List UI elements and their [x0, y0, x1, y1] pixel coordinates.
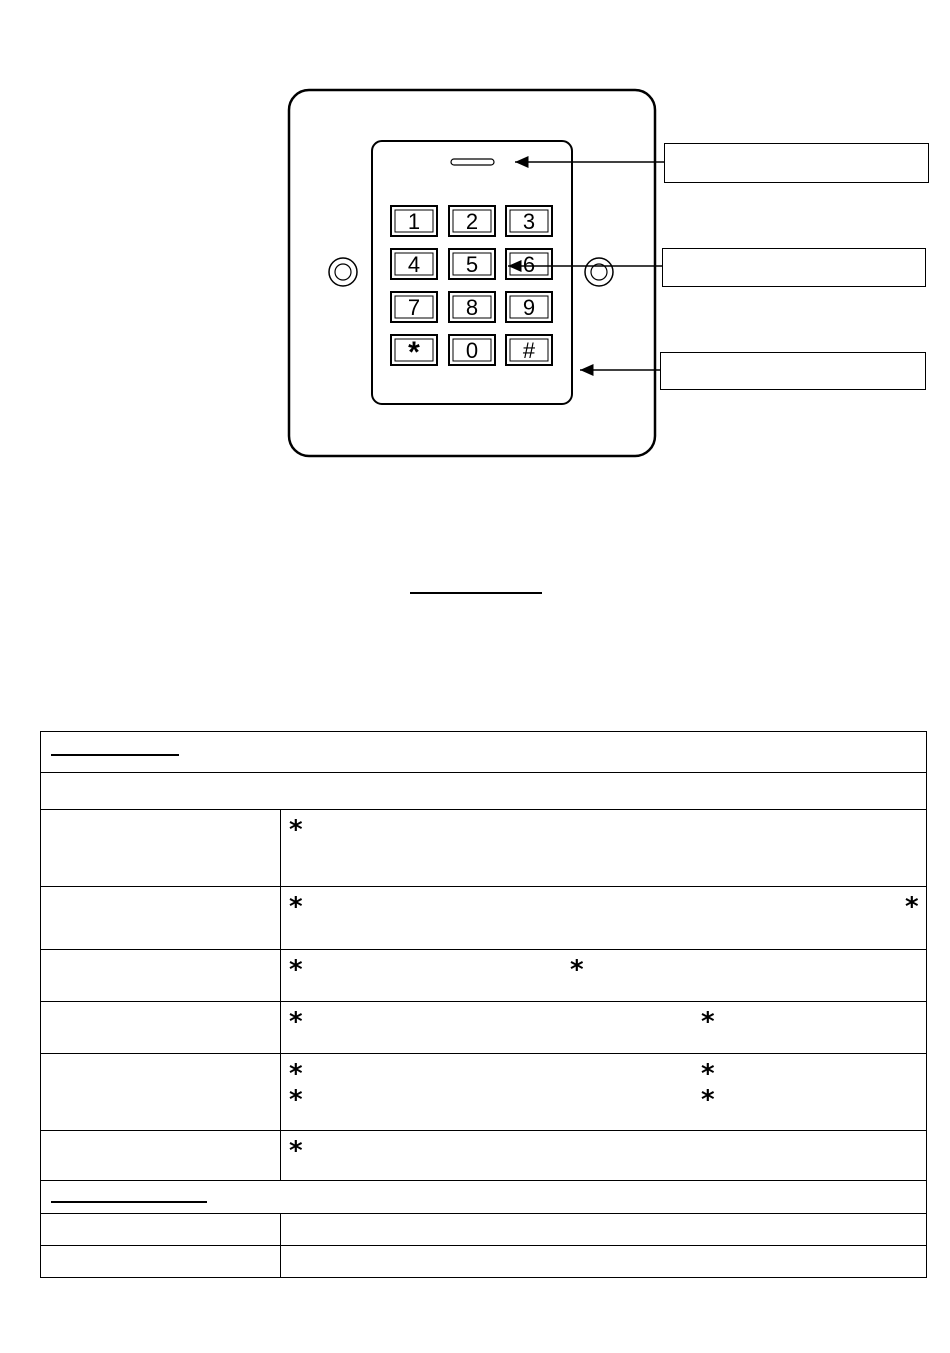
keypad-key-label: 1	[407, 209, 421, 234]
keypad-device-diagram	[0, 0, 950, 470]
table-row	[41, 810, 926, 887]
keypad-key-label: 5	[465, 252, 479, 277]
table-row	[41, 1002, 926, 1054]
callout-label-keypad	[662, 248, 926, 287]
keypad-key-label: 2	[465, 209, 479, 234]
table-cell-label	[41, 1054, 281, 1130]
table-row	[41, 1214, 926, 1246]
keypad-key-label: 9	[522, 295, 536, 320]
table-cell-value	[281, 1131, 926, 1180]
table-cell-label	[41, 950, 281, 1001]
table-header-row	[41, 732, 926, 773]
led-indicator	[451, 159, 494, 165]
keypad-key-label: 4	[407, 252, 421, 277]
keypad-key[interactable]	[449, 335, 495, 365]
bullet-star: *	[289, 1085, 303, 1115]
bullet-star: *	[570, 955, 584, 985]
keypad-key-label: *	[408, 336, 420, 369]
table-row	[41, 1054, 926, 1131]
bullet-star: *	[701, 1085, 715, 1115]
table-subheader-row	[41, 773, 926, 810]
keypad-key[interactable]	[391, 206, 437, 236]
bullet-star: *	[289, 815, 303, 845]
table-cell-value	[281, 1002, 926, 1053]
keypad-key-label: 8	[465, 295, 479, 320]
bullet-star: *	[701, 1007, 715, 1037]
table-row	[41, 950, 926, 1002]
bullet-star: *	[905, 892, 919, 922]
table-row	[41, 1246, 926, 1277]
keypad-key[interactable]	[506, 292, 552, 322]
keypad-key[interactable]	[391, 335, 437, 369]
table-row	[41, 1131, 926, 1181]
table-row	[41, 887, 926, 950]
keypad-key-label: #	[522, 338, 536, 363]
bullet-star: *	[289, 892, 303, 922]
table-cell-label	[41, 1246, 281, 1277]
callout-label-panel	[660, 352, 926, 390]
section-title-underline	[410, 592, 542, 594]
table-section-header-row	[41, 1181, 926, 1214]
table-cell-value	[281, 1054, 926, 1130]
keypad-key[interactable]	[449, 249, 495, 279]
keypad-key[interactable]	[506, 335, 552, 365]
table-cell-value	[281, 1246, 926, 1277]
table-cell-value	[281, 950, 926, 1001]
keypad-key-label: 0	[465, 338, 479, 363]
bullet-star: *	[701, 1059, 715, 1089]
specification-table	[40, 731, 927, 1278]
keypad-key-label: 7	[407, 295, 421, 320]
bullet-star: *	[289, 1059, 303, 1089]
table-cell-label	[41, 1214, 281, 1245]
table-cell-label	[41, 1002, 281, 1053]
keypad-key[interactable]	[506, 206, 552, 236]
bullet-star: *	[289, 955, 303, 985]
keypad-key[interactable]	[391, 249, 437, 279]
keypad-key[interactable]	[506, 249, 552, 279]
bullet-star: *	[289, 1136, 303, 1166]
keypad-key-label: 6	[522, 252, 536, 277]
table-cell-value	[281, 1214, 926, 1245]
table-cell-value	[281, 887, 926, 949]
bullet-star: *	[289, 1007, 303, 1037]
keypad-key-label: 3	[522, 209, 536, 234]
table-cell-label	[41, 810, 281, 886]
keypad-key[interactable]	[449, 206, 495, 236]
callout-label-led	[664, 143, 929, 183]
table-cell-label	[41, 887, 281, 949]
keypad-key[interactable]	[449, 292, 495, 322]
keypad-key[interactable]	[391, 292, 437, 322]
table-cell-label	[41, 1131, 281, 1180]
table-cell-value	[281, 810, 926, 886]
